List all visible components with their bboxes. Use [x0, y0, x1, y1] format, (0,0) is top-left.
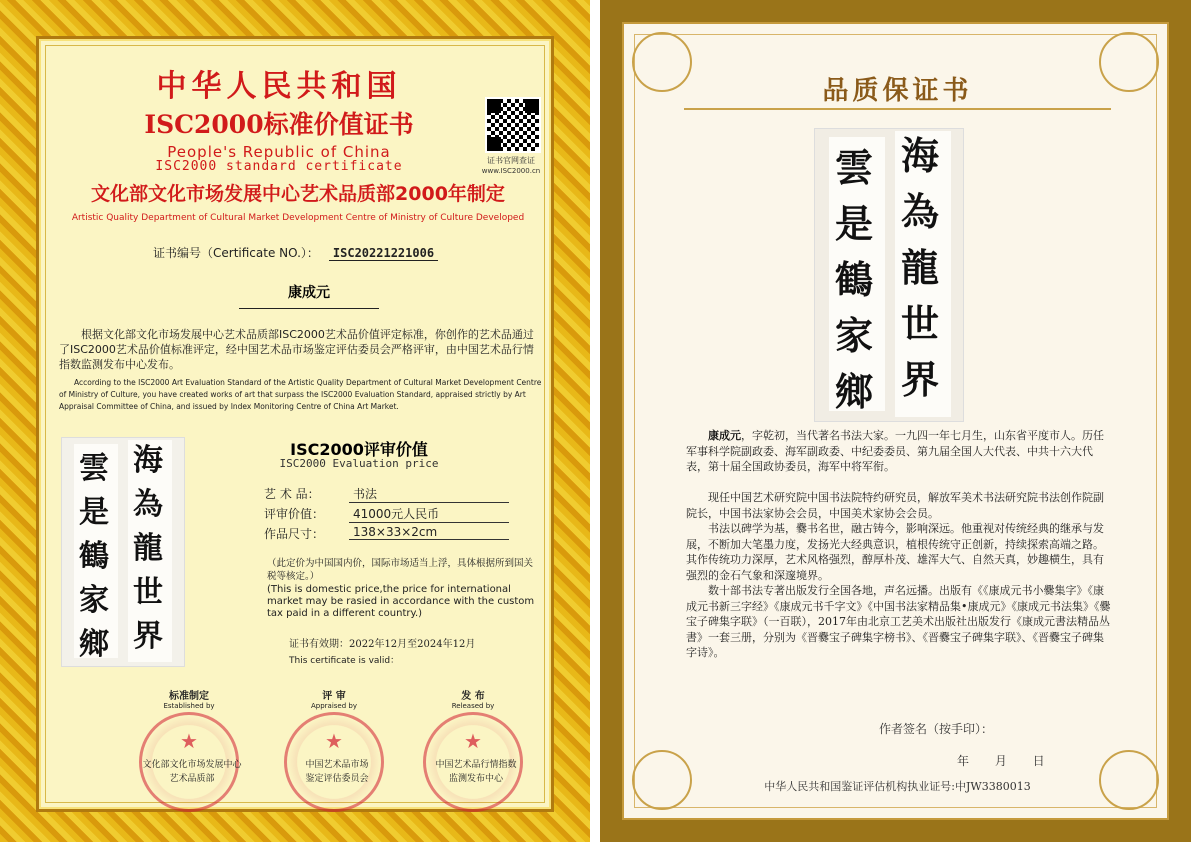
bio-paragraph-2: 现任中国艺术研究院中国书法院特约研究员，解放军美术书法研究院书法创作院副院长，中国书法家协会会员，中国美术家协会会员。: [686, 491, 1104, 520]
field-price: [264, 505, 509, 523]
price-note-cn: （此定价为中国国内价，国际市场适当上浮，具体根据所到国关税等核定。）: [267, 558, 534, 582]
char: 鶴: [835, 257, 874, 302]
seal-line: 文化部文化市场发展中心: [142, 760, 242, 770]
char: 龍: [133, 531, 163, 566]
red-seal-icon: [284, 712, 384, 812]
quality-guarantee-certificate: [600, 0, 1191, 842]
evaluation-title-en: ISC2000 Evaluation price: [279, 457, 439, 470]
certificate-subtitle-en: ISC2000 standard certificate: [155, 159, 403, 174]
bio-paragraph-1: [686, 428, 1112, 475]
char: 家: [79, 583, 109, 618]
certificate-body: [36, 36, 554, 812]
bio-paragraph-3: 书法以碑学为基，爨书名世，融古铸今，影响深远。他重视对传统经典的继承与发展，不断加大笔墨力度，发扬光大经典意识，植根传统守正创新，持续探索高端之路。其作传统功力深厚，艺术风格强烈，醇厚朴茂、雄浑大气、自然天真，妙趣横生，具有强烈的金石气象和深邃境界。: [686, 522, 1104, 582]
isc2000-certificate: [0, 0, 590, 842]
field-value: 书法: [349, 485, 509, 503]
seal-line: 艺术品质部: [169, 774, 215, 784]
seal-head-en: Established by: [163, 702, 215, 710]
field-label: 艺 术 品：: [264, 487, 320, 501]
price-note-en: (This is domestic price,the price for international market may be rasied in accordance with the custom tax paid in a different country.): [267, 584, 535, 619]
char: 鶴: [79, 539, 109, 574]
char: 雲: [79, 451, 109, 486]
license-footer: 中华人民共和国鉴证评估机构执业证号:中JW3380013: [764, 780, 1031, 793]
qr-code-icon[interactable]: [485, 97, 541, 153]
certificate-title-cn: 中华人民共和国: [156, 69, 402, 104]
artist-name: 康成元: [239, 282, 379, 309]
char: 是: [835, 201, 874, 246]
qr-url: www.ISC2000.cn: [481, 167, 541, 175]
char: 鄉: [835, 369, 874, 414]
field-artwork: [264, 485, 509, 503]
star-icon: ★: [180, 729, 198, 753]
validity-cn: 证书有效期：2022年12月至2024年12月: [289, 639, 476, 650]
calligraphy-artwork: [61, 437, 185, 667]
date-label: 年 月 日: [957, 754, 1045, 768]
guarantee-title: 品质保证书: [822, 76, 973, 106]
char: 龍: [901, 245, 940, 290]
field-label: 作品尺寸：: [264, 527, 325, 541]
seal-appraised: [284, 687, 384, 812]
statement-cn: 根据文化部文化市场发展中心艺术品质部ISC2000艺术品价值评定标准，你创作的艺术品通过了ISC2000艺术品价值标准评定，经中国艺术品市场鉴定评估委员会严格评审，由中国艺术品行情指数监测发布中心发布。: [59, 328, 534, 371]
seal-line: 中国艺术品市场: [305, 760, 369, 770]
seal-head-en: Appraised by: [311, 702, 357, 710]
guarantee-body: [622, 22, 1169, 820]
title-divider: [684, 108, 1111, 110]
seal-released: [423, 687, 523, 812]
char: 海: [133, 443, 163, 478]
char: 界: [133, 619, 163, 654]
bio-paragraph-4: 数十部书法专著出版发行全国各地，声名远播。出版有《《康成元书小爨集字》《康成元书新三字经》《康成元书千字文》《中国书法家精品集•康成元》《康成元书法集》《爨宝子碑集字联》（一百联），2017年由北京工艺美术出版社出版发行《康成元書法精品丛書》一套三册，分别为《晋爨宝子碑集字榜书》、《晋爨宝子碑集字联》、《晋爨宝子碑集字诗》。: [686, 584, 1111, 659]
certificate-subtitle-cn: ISC2000标准价值证书: [144, 110, 414, 139]
qr-label: 证书官网查证: [487, 156, 535, 165]
char: 鄉: [79, 627, 109, 662]
validity-en: This certificate is valid：: [289, 656, 400, 666]
seal-head: 发 布: [461, 691, 485, 702]
field-size: [264, 525, 509, 543]
seal-line: 监测发布中心: [448, 774, 503, 784]
evaluation-title: ISC2000评审价值: [290, 440, 428, 459]
department-cn: 文化部文化市场发展中心艺术品质部2000年制定: [91, 183, 505, 205]
char: 世: [901, 301, 940, 346]
certificate-title-en: People's Republic of China: [167, 143, 391, 161]
department-en: Artistic Quality Department of Cultural Market Development Centre of Ministry of Culture Developed: [71, 213, 525, 223]
seal-line: 鉴定评估委员会: [305, 774, 369, 784]
statement-en: According to the ISC2000 Art Evaluation Standard of the Artistic Quality Department of Cultural Market Development Centre of Ministry of Culture, you have created works of art that surpass the ISC2000 Evaluation Standard, appraised strictly by Art Appraisal Committee of China, and issued by Index Monitoring Centre of China Art Market.: [59, 378, 542, 411]
char: 世: [133, 575, 163, 610]
char: 為: [901, 189, 940, 234]
certificate-number-label: 证书编号（Certificate NO.）：: [153, 246, 319, 260]
calligraphy-artwork: [814, 128, 964, 422]
seal-head: 评 审: [322, 691, 346, 702]
certificate-number-row: [153, 244, 438, 261]
star-icon: ★: [325, 729, 343, 753]
char: 海: [901, 133, 940, 178]
seal-established: [139, 687, 242, 812]
field-value: 138×33×2cm: [349, 525, 509, 540]
signature-label: 作者签名（按手印）：: [879, 722, 994, 736]
red-seal-icon: [423, 712, 523, 812]
char: 是: [79, 495, 109, 530]
seal-line: 中国艺术品行情指数: [435, 760, 517, 770]
char: 為: [133, 487, 163, 522]
seal-head-en: Released by: [451, 702, 495, 710]
char: 界: [901, 357, 940, 402]
star-icon: ★: [464, 729, 482, 753]
bio-text: ，字乾初，当代著名书法大家。一九四一年七月生，山东省平度市人。历任军事科学院副政委、海军副政委、中纪委委员、第九届全国人大代表、中共十六大代表，第十届全国政协委员，海军中将军衔。: [686, 429, 1104, 473]
char: 家: [835, 313, 874, 358]
field-value: 41000元人民币: [349, 505, 509, 523]
seal-head: 标准制定: [169, 691, 209, 702]
field-label: 评审价值：: [264, 507, 325, 521]
char: 雲: [835, 145, 874, 190]
red-seal-icon: [139, 712, 242, 812]
bio-name: 康成元: [708, 429, 741, 442]
certificate-number: ISC20221221006: [329, 246, 438, 261]
